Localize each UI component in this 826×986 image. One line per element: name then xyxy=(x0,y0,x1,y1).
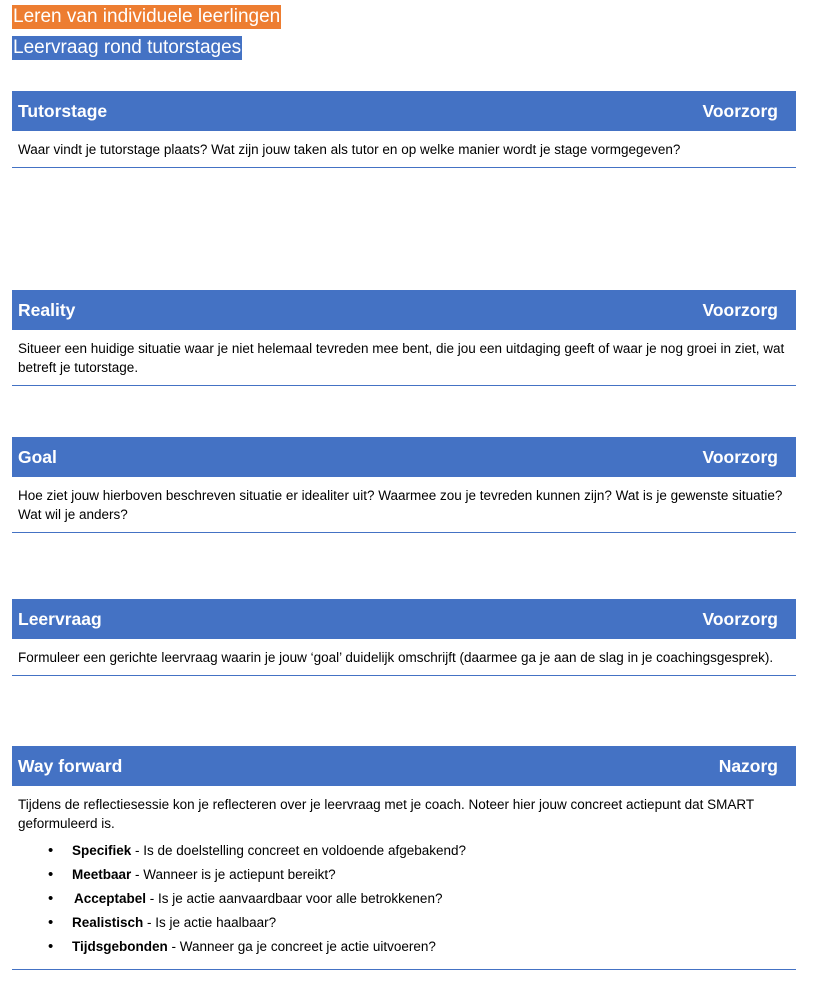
criterion-term: Acceptabel xyxy=(74,891,147,906)
section-title: Goal xyxy=(18,446,57,467)
section-goal xyxy=(12,437,796,533)
section-tag: Voorzorg xyxy=(702,299,778,320)
prompt-text: Tijdens de reflectiesessie kon je reflecteren over je leervraag met je coach. Noteer hier jouw concreet actiepunt dat SMART geformuleerd is. xyxy=(18,797,754,831)
list-item xyxy=(48,935,790,959)
criterion-description: - Wanneer is je actiepunt bereikt? xyxy=(131,867,336,882)
section-header xyxy=(12,599,796,639)
criterion-description: - Wanneer ga je concreet je actie uitvoeren? xyxy=(167,939,436,954)
section-prompt xyxy=(12,477,796,533)
section-header xyxy=(12,437,796,477)
criterion-term: Meetbaar xyxy=(72,867,132,882)
section-tutorstage xyxy=(12,91,796,168)
criterion-description: - Is de doelstelling concreet en voldoende afgebakend? xyxy=(131,843,467,858)
criterion-term: Tijdsgebonden xyxy=(72,939,168,954)
prompt-text: Formuleer een gerichte leervraag waarin je jouw ‘goal’ duidelijk omschrijft (daarmee ga je aan de slag in je coachingsgesprek). xyxy=(18,650,774,665)
list-item xyxy=(48,911,790,935)
section-header xyxy=(12,91,796,131)
section-prompt xyxy=(12,786,796,970)
criterion-term: Realistisch xyxy=(72,915,144,930)
section-title: Leervraag xyxy=(18,608,102,629)
prompt-text: Hoe ziet jouw hierboven beschreven situatie er idealiter uit? Waarmee zou je tevreden kunnen zijn? Wat is je gewenste situatie? Wat wil je anders? xyxy=(18,488,783,522)
section-header xyxy=(12,746,796,786)
prompt-text: Situeer een huidige situatie waar je niet helemaal tevreden mee bent, die jou een uitdaging geeft of waar je nog groei in ziet, wat betreft je tutorstage. xyxy=(18,341,785,375)
section-title: Tutorstage xyxy=(18,100,108,121)
criterion-term: Specifiek xyxy=(72,843,132,858)
section-header xyxy=(12,290,796,330)
list-item xyxy=(48,887,790,911)
smart-criteria-list xyxy=(18,839,790,959)
list-item xyxy=(48,839,790,863)
prompt-text: Waar vindt je tutorstage plaats? Wat zijn jouw taken als tutor en op welke manier wordt je stage vormgegeven? xyxy=(18,142,681,157)
section-prompt xyxy=(12,131,796,168)
section-leervraag xyxy=(12,599,796,676)
criterion-description: - Is je actie haalbaar? xyxy=(143,915,277,930)
section-prompt xyxy=(12,330,796,386)
section-reality xyxy=(12,290,796,386)
section-title: Reality xyxy=(18,299,76,320)
section-tag: Voorzorg xyxy=(702,446,778,467)
section-tag: Voorzorg xyxy=(702,608,778,629)
document-subtitle: Leervraag rond tutorstages xyxy=(13,37,242,58)
criterion-description: - Is je actie aanvaardbaar voor alle betrokkenen? xyxy=(146,891,443,906)
section-tag: Voorzorg xyxy=(702,100,778,121)
section-prompt xyxy=(12,639,796,676)
document-title: Leren van individuele leerlingen xyxy=(13,6,281,27)
list-item xyxy=(48,863,790,887)
section-tag: Nazorg xyxy=(718,755,778,776)
section-way-forward xyxy=(12,746,796,970)
section-title: Way forward xyxy=(18,755,123,776)
